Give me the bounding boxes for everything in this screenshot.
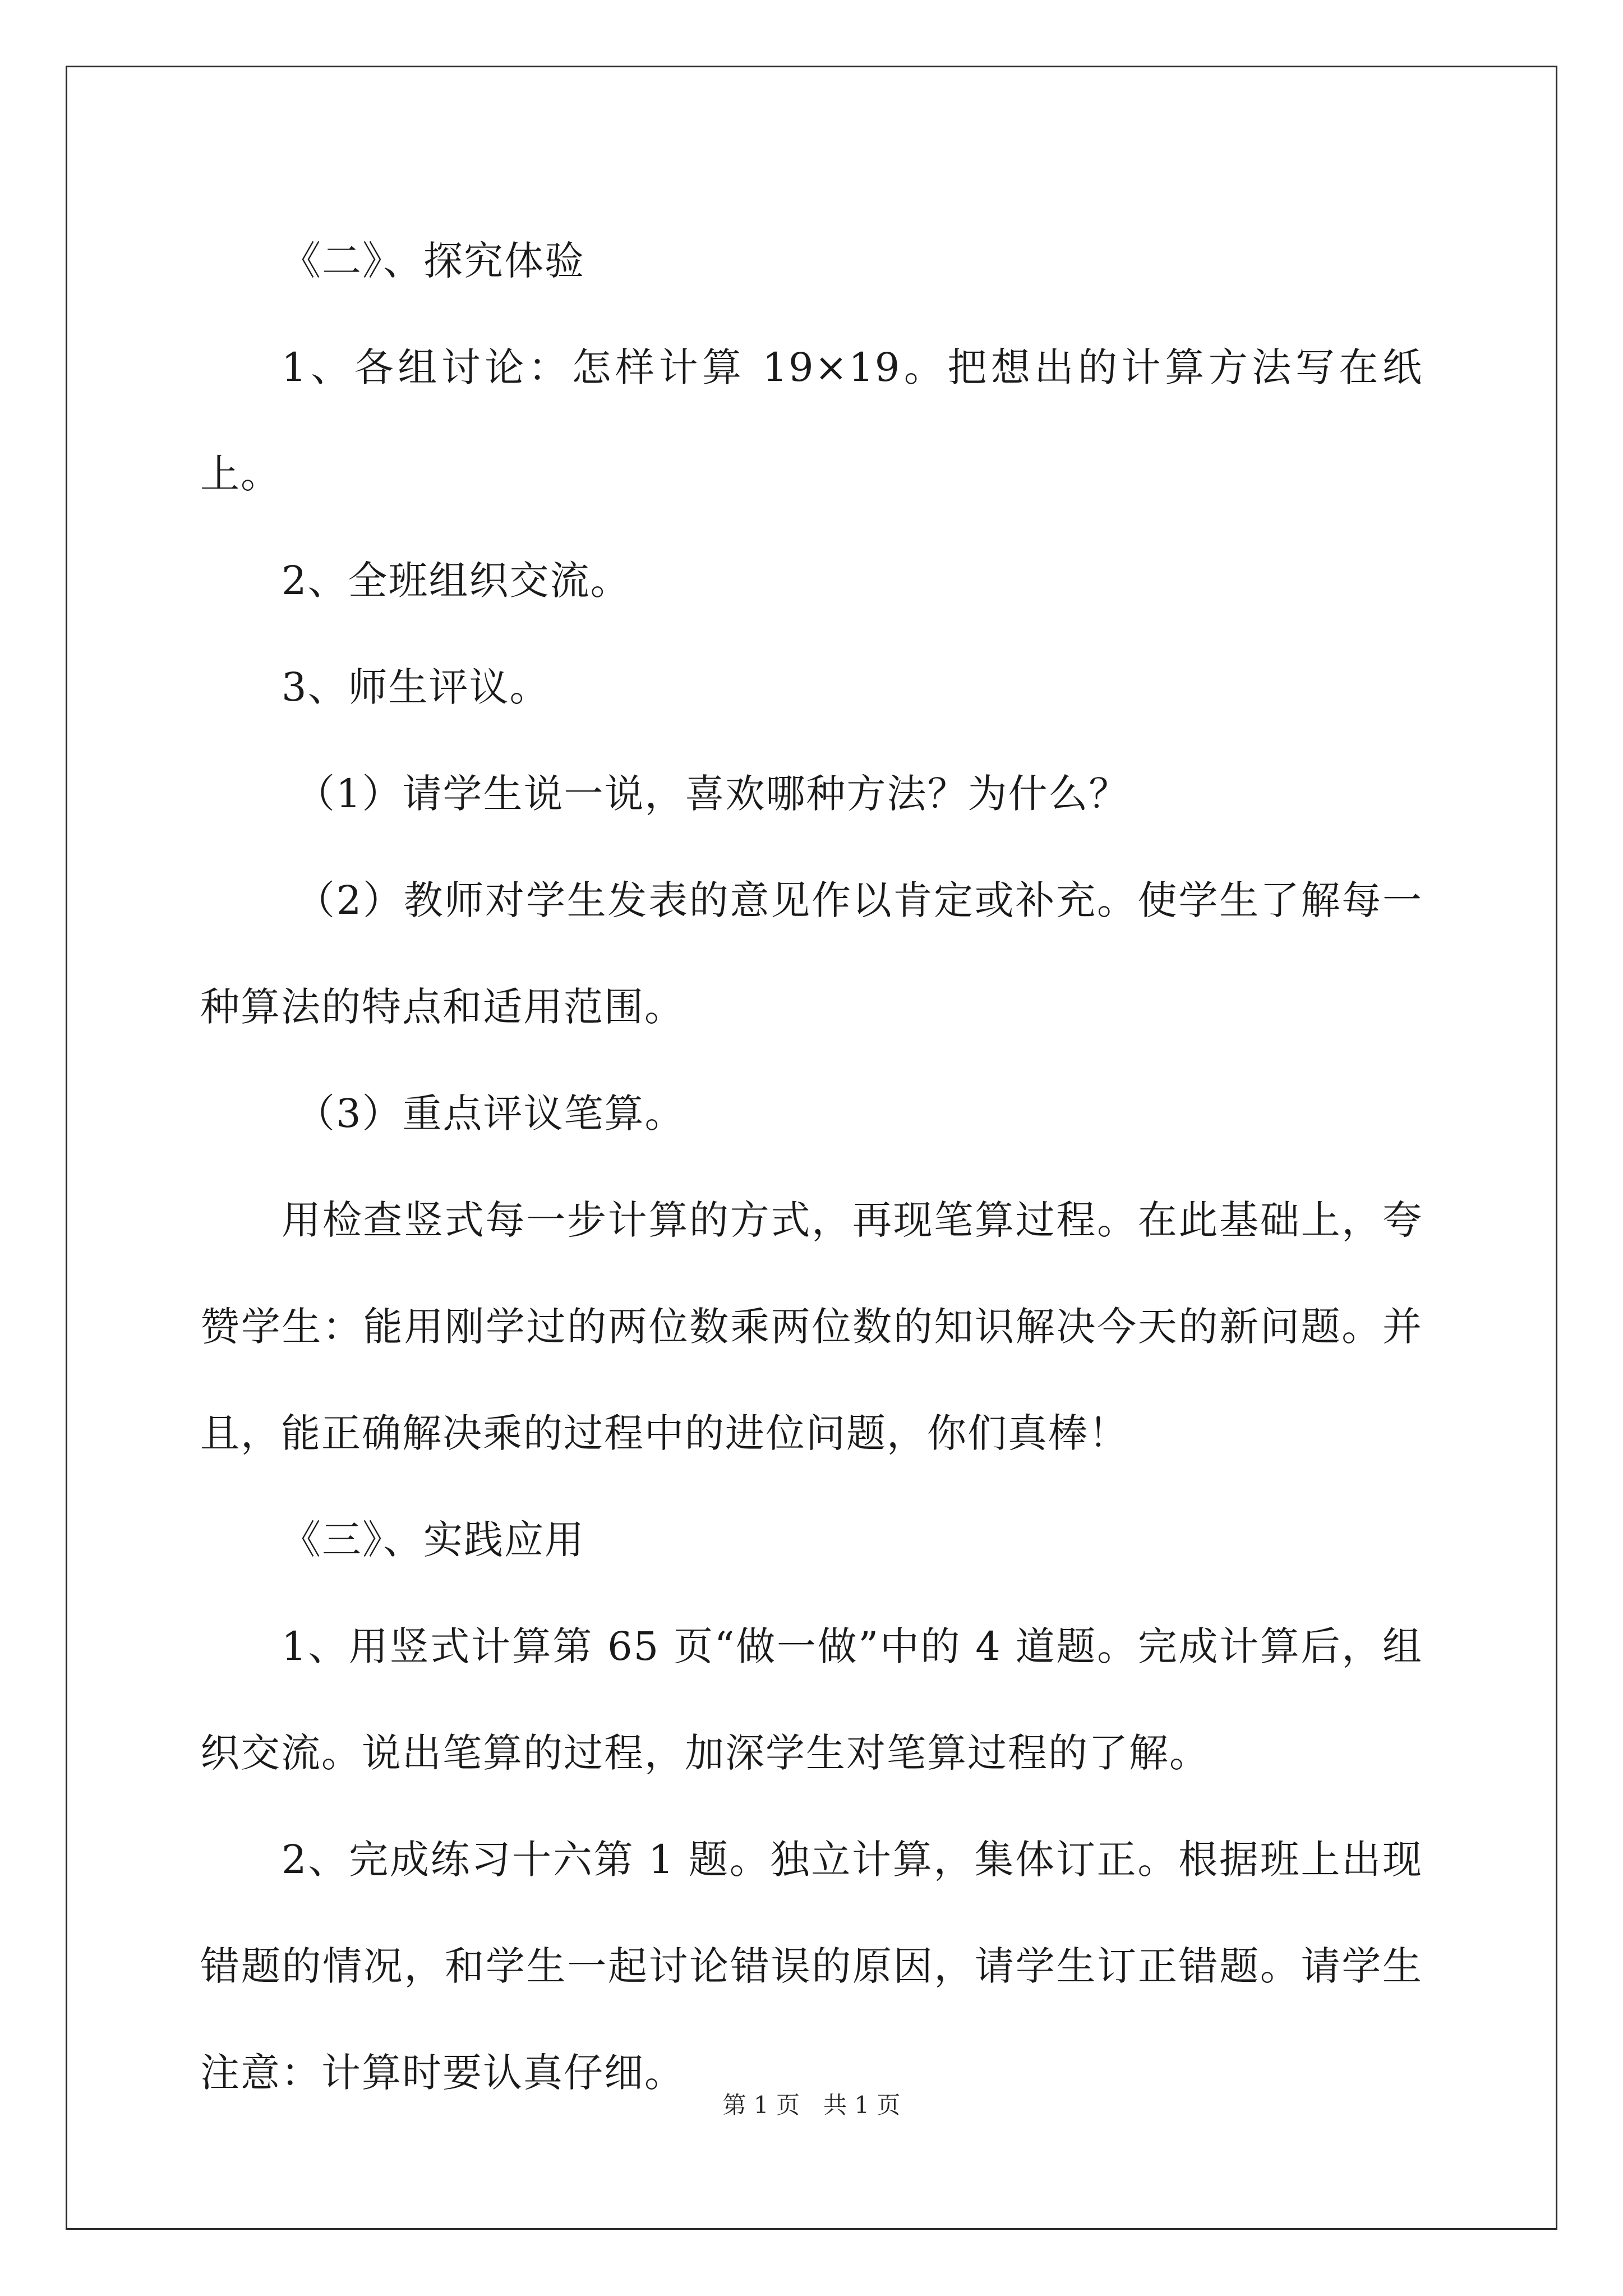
paragraph-sub-3: （3）重点评议笔算。 — [296, 1091, 685, 1137]
paragraph-step-1: 1、各组讨论：怎样计算 19×19。把想出的计算方法写在纸上。 — [200, 344, 1423, 497]
paragraph-practice-1: 1、用竖式计算第 65 页“做一做”中的 4 道题。完成计算后，组织交流。说出笔算的过程，加深学生对笔算过程的了解。 — [200, 1623, 1423, 1776]
section-heading-explore: 《二》、探究体验 — [282, 238, 585, 284]
paragraph-step-3: 3、师生评议。 — [282, 664, 550, 710]
paragraph-review: 用检查竖式每一步计算的方式，再现笔算过程。在此基础上，夸赞学生：能用刚学过的两位数乘两位数的知识解决今天的新问题。并且，能正确解决乘的过程中的进位问题，你们真棒！ — [200, 1197, 1423, 1456]
paragraph-practice-2: 2、完成练习十六第 1 题。独立计算，集体订正。根据班上出现错题的情况，和学生一起讨论错误的原因，请学生订正错题。请学生注意：计算时要认真仔细。 — [200, 1837, 1423, 2096]
document-body — [200, 208, 1423, 2126]
paragraph-sub-2: （2）教师对学生发表的意见作以肯定或补充。使学生了解每一种算法的特点和适用范围。 — [200, 877, 1423, 1030]
paragraph-sub-1: （1）请学生说一说，喜欢哪种方法？为什么？ — [296, 771, 1129, 817]
page-number-footer: 第 1 页 共 1 页 — [722, 2091, 901, 2119]
section-heading-practice: 《三》、实践应用 — [282, 1517, 585, 1563]
paragraph-step-2: 2、全班组织交流。 — [282, 558, 631, 604]
